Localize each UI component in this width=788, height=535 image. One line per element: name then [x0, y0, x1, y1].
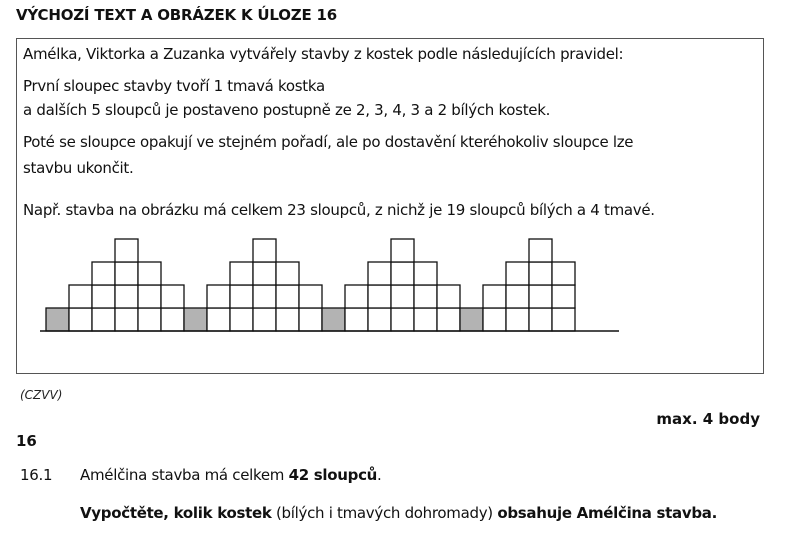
white-block — [391, 239, 414, 262]
white-block — [115, 239, 138, 262]
white-block — [207, 308, 230, 331]
intro-line-6: Např. stavba na obrázku má celkem 23 sloupců, z nichž je 19 sloupců bílých a 4 tmavé. — [23, 201, 655, 219]
white-block — [483, 308, 506, 331]
intro-line-2: První sloupec stavby tvoří 1 tmavá kostka — [23, 77, 325, 95]
white-block — [92, 262, 115, 285]
white-block — [253, 308, 276, 331]
white-block — [276, 285, 299, 308]
white-block — [92, 285, 115, 308]
source-text-box — [16, 38, 764, 374]
white-block — [506, 308, 529, 331]
white-block — [276, 308, 299, 331]
white-block — [253, 285, 276, 308]
white-block — [253, 239, 276, 262]
white-block — [552, 285, 575, 308]
subquestion-task — [80, 504, 717, 522]
question-number: 16 — [16, 432, 37, 450]
section-heading: VÝCHOZÍ TEXT A OBRÁZEK K ÚLOZE 16 — [16, 6, 337, 24]
white-block — [529, 262, 552, 285]
white-block — [391, 285, 414, 308]
white-block — [437, 285, 460, 308]
white-block — [368, 285, 391, 308]
task-normal: (bílých i tmavých dohromady) — [271, 504, 498, 522]
white-block — [230, 308, 253, 331]
dark-block — [184, 308, 207, 331]
subquestion-period: . — [377, 466, 382, 484]
white-block — [299, 285, 322, 308]
white-block — [552, 308, 575, 331]
white-block — [368, 262, 391, 285]
intro-line-1: Amélka, Viktorka a Zuzanka vytvářely stavby z kostek podle následujících pravidel: — [23, 45, 624, 63]
white-block — [529, 285, 552, 308]
white-block — [299, 308, 322, 331]
white-block — [115, 308, 138, 331]
white-block — [345, 285, 368, 308]
white-block — [138, 262, 161, 285]
white-block — [253, 262, 276, 285]
dark-block — [460, 308, 483, 331]
white-block — [161, 308, 184, 331]
white-block — [437, 308, 460, 331]
dark-block — [322, 308, 345, 331]
source-credit: (CZVV) — [20, 388, 63, 402]
subquestion-text: Amélčina stavba má celkem — [80, 466, 289, 484]
white-block — [506, 285, 529, 308]
task-bold-end: obsahuje Amélčina stavba. — [497, 504, 717, 522]
white-block — [161, 285, 184, 308]
max-points: max. 4 body — [656, 410, 760, 428]
white-block — [138, 308, 161, 331]
intro-line-4: Poté se sloupce opakují ve stejném pořadí, ale po dostavění kteréhokoliv sloupce lze — [23, 133, 634, 151]
white-block — [69, 308, 92, 331]
white-block — [138, 285, 161, 308]
task-bold-start: Vypočtěte, kolik kostek — [80, 504, 272, 522]
white-block — [391, 262, 414, 285]
white-block — [345, 308, 368, 331]
white-block — [483, 285, 506, 308]
white-block — [414, 262, 437, 285]
white-block — [115, 285, 138, 308]
white-block — [207, 285, 230, 308]
white-block — [391, 308, 414, 331]
white-block — [552, 262, 575, 285]
white-block — [115, 262, 138, 285]
white-block — [414, 285, 437, 308]
white-block — [230, 285, 253, 308]
block-structure-figure — [17, 39, 763, 373]
dark-block — [46, 308, 69, 331]
white-block — [230, 262, 253, 285]
white-block — [368, 308, 391, 331]
white-block — [414, 308, 437, 331]
white-block — [529, 308, 552, 331]
white-block — [529, 239, 552, 262]
intro-line-5: stavbu ukončit. — [23, 159, 134, 177]
subquestion-number: 16.1 — [20, 466, 53, 484]
white-block — [506, 262, 529, 285]
white-block — [276, 262, 299, 285]
white-block — [69, 285, 92, 308]
subquestion-16-1 — [20, 466, 382, 484]
white-block — [92, 308, 115, 331]
subquestion-bold-count: 42 sloupců — [288, 466, 378, 484]
intro-line-3: a dalších 5 sloupců je postaveno postupně ze 2, 3, 4, 3 a 2 bílých kostek. — [23, 101, 551, 119]
